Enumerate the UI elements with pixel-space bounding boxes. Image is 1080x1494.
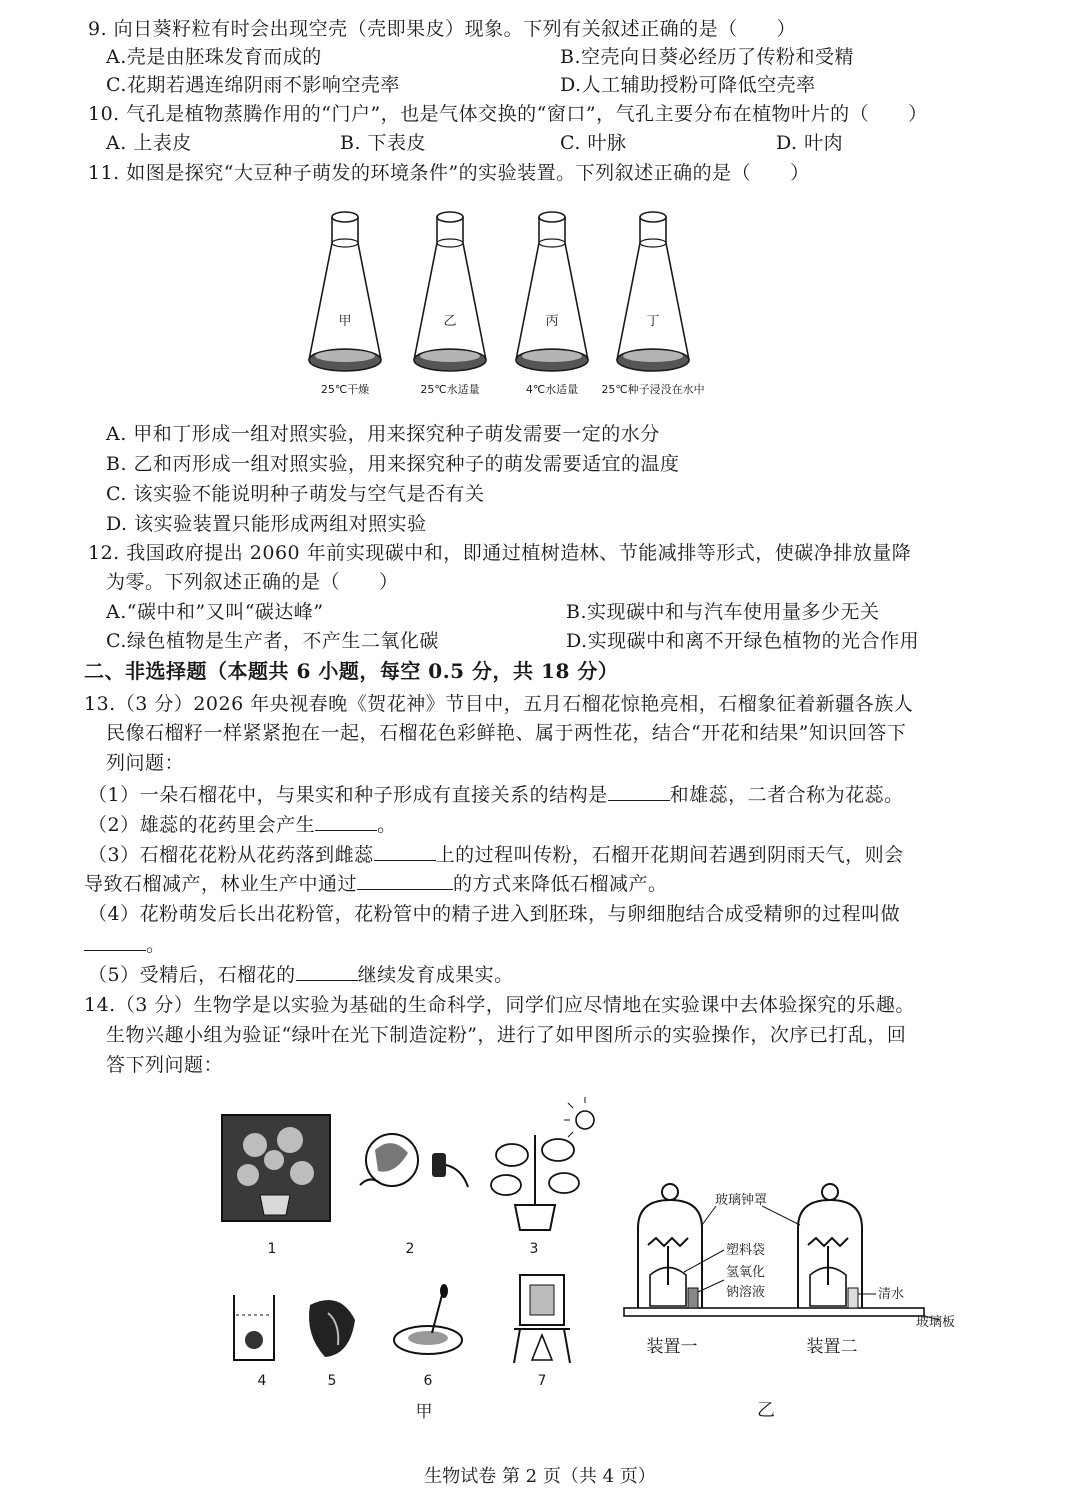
q13-part3: [88, 842, 904, 868]
flask-yi-label: 乙: [443, 314, 457, 329]
step3-number: 3: [529, 1241, 539, 1257]
flask-yi: [414, 212, 486, 396]
page-footer: 生物试卷 第 2 页（共 4 页）: [424, 1466, 656, 1487]
q13-part3-text-c: 导致石榴减产，林业生产中通过: [84, 873, 358, 895]
q13-part2: [88, 812, 397, 838]
step3-plant-in-sun-icon: [491, 1097, 594, 1230]
q13-part5-text-b: 继续发育成果实。: [357, 964, 514, 986]
q9-option-b: B.空壳向日葵必经历了传粉和受精: [560, 46, 855, 68]
q11-option-d: D. 该实验装置只能形成两组对照实验: [106, 513, 427, 535]
q13-line2: 民像石榴籽一样紧紧抱在一起，石榴花色彩鲜艳、属于两性花，结合“开花和结果”知识回答下: [106, 722, 907, 744]
flask-ding-condition: 25℃种子浸没在水中: [601, 383, 705, 396]
flask-bing-condition: 4℃水适量: [525, 383, 579, 396]
q13-part5-text-a: （5）受精后，石榴花的: [88, 964, 296, 986]
flask-jia-label: 甲: [338, 314, 352, 329]
q13-line3: 列问题：: [106, 752, 185, 774]
device-two-bell-jar: [798, 1184, 862, 1308]
q14-line1: 14.（3 分）生物学是以实验为基础的生命科学，同学们应尽情地在实验课中去体验探究的乐趣。: [84, 994, 915, 1016]
label-bell-jar: 玻璃钟罩: [715, 1193, 768, 1208]
q10-option-d: D. 叶肉: [776, 132, 844, 154]
q13-part5: [88, 962, 514, 988]
q13-part2-text-b: 。: [377, 814, 397, 836]
figure-yi: [620, 1180, 980, 1420]
device-one-bell-jar: [638, 1184, 702, 1308]
q13-part2-text-a: （2）雄蕊的花药里会产生: [88, 814, 316, 836]
q13-part4-text-b: 。: [146, 934, 166, 956]
q13-part1-text-b: 和雄蕊，二者合称为花蕊。: [669, 784, 904, 806]
seed-germination-figure: [290, 205, 750, 405]
q9-option-c: C.花期若遇连绵阴雨不影响空壳率: [106, 74, 400, 96]
q13-part4-cont: [84, 932, 166, 958]
q9-stem: 9. 向日葵籽粒有时会出现空壳（壳即果皮）现象。下列有关叙述正确的是（ ）: [88, 18, 797, 40]
step4-beaker-icon: [234, 1295, 274, 1360]
q10-option-b: B. 下表皮: [340, 132, 427, 154]
q12-option-d: D.实现碳中和离不开绿色植物的光合作用: [566, 630, 920, 652]
q13-part1-blank[interactable]: [608, 782, 670, 801]
q9-option-a: A.壳是由胚珠发育而成的: [106, 46, 322, 68]
step5-stained-leaf-icon: [309, 1300, 355, 1357]
step6-petri-dish-icon: [394, 1284, 462, 1354]
q11-option-a: A. 甲和丁形成一组对照实验，用来探究种子萌发需要一定的水分: [106, 423, 660, 445]
q14-line3: 答下列问题：: [106, 1054, 224, 1076]
q13-part3-text-d: 的方式来降低石榴减产。: [453, 873, 668, 895]
label-clear-water: 清水: [878, 1287, 905, 1302]
device-one-label: 装置一: [646, 1337, 698, 1357]
step2-leaf-cover-icon: [360, 1134, 468, 1187]
q13-part3-text-b: 上的过程叫传粉，石榴开花期间若遇到阴雨天气，则会: [435, 844, 904, 866]
bell-leader-1: [702, 1206, 716, 1225]
flask-bing: [516, 212, 588, 396]
q13-part3-text-a: （3）石榴花花粉从花药落到雌蕊: [88, 844, 374, 866]
q12-option-a: A.“碳中和”又叫“碳达峰”: [106, 601, 324, 623]
q9-option-d: D.人工辅助授粉可降低空壳率: [560, 74, 816, 96]
q11-option-c: C. 该实验不能说明种子萌发与空气是否有关: [106, 483, 485, 505]
q12-stem-line2: 为零。下列叙述正确的是（ ）: [106, 571, 399, 593]
step7-water-bath-icon: [514, 1275, 570, 1363]
label-glass-plate: 玻璃板: [916, 1315, 956, 1330]
q13-part1-text-a: （1）一朵石榴花中，与果实和种子形成有直接关系的结构是: [88, 784, 608, 806]
step2-number: 2: [405, 1241, 415, 1257]
flask-jia-condition: 25℃干燥: [320, 383, 370, 396]
flask-ding: [601, 212, 704, 396]
q13-part3-cont: [84, 871, 668, 897]
figure-jia-caption: 甲: [415, 1402, 433, 1422]
step5-number: 5: [327, 1373, 337, 1389]
q12-option-c: C.绿色植物是生产者，不产生二氧化碳: [106, 630, 439, 652]
q10-option-c: C. 叶脉: [560, 132, 627, 154]
flask-bing-label: 丙: [545, 314, 559, 329]
step4-number: 4: [257, 1373, 267, 1389]
q10-stem: 10. 气孔是植物蒸腾作用的“门户”，也是气体交换的“窗口”，气孔主要分布在植物叶片的（ ）: [88, 103, 928, 125]
device-two-label: 装置二: [806, 1337, 858, 1357]
figure-jia: [210, 1095, 590, 1425]
q10-option-a: A. 上表皮: [106, 132, 192, 154]
q14-line2: 生物兴趣小组为验证“绿叶在光下制造淀粉”，进行了如甲图所示的实验操作，次序已打乱，回: [106, 1024, 907, 1046]
label-naoh-line2: 钠溶液: [726, 1285, 766, 1300]
glass-plate-shape: [624, 1308, 924, 1316]
flask-ding-label: 丁: [646, 314, 660, 329]
q12-option-b: B.实现碳中和与汽车使用量多少无关: [566, 601, 880, 623]
bell-leader-2: [762, 1206, 800, 1225]
q11-option-b: B. 乙和丙形成一组对照实验，用来探究种子的萌发需要适宜的温度: [106, 453, 680, 475]
section-two-heading: 二、非选择题（本题共 6 小题，每空 0.5 分，共 18 分）: [84, 659, 619, 683]
q13-part2-blank[interactable]: [315, 812, 377, 831]
q11-stem: 11. 如图是探究“大豆种子萌发的环境条件”的实验装置。下列叙述正确的是（ ）: [88, 162, 810, 184]
step6-number: 6: [423, 1373, 433, 1389]
q13-line1: 13.（3 分）2026 年央视春晚《贺花神》节目中，五月石榴花惊艳亮相，石榴象征着新疆各族人: [84, 693, 914, 715]
label-plastic-bag: 塑料袋: [726, 1243, 766, 1258]
step1-number: 1: [267, 1241, 277, 1257]
flask-jia: [309, 212, 381, 396]
q13-part3-blank-1[interactable]: [374, 842, 436, 861]
q13-part1: [88, 782, 904, 808]
bag-leader: [684, 1250, 724, 1272]
q13-part4-blank[interactable]: [84, 932, 146, 951]
q13-part4: （4）花粉萌发后长出花粉管，花粉管中的精子进入到胚珠，与卵细胞结合成受精卵的过程叫做: [88, 903, 901, 925]
flask-yi-condition: 25℃水适量: [420, 383, 480, 396]
step1-dark-plant-icon: [222, 1115, 330, 1221]
step7-number: 7: [537, 1373, 547, 1389]
q12-stem-line1: 12. 我国政府提出 2060 年前实现碳中和，即通过植树造林、节能减排等形式，使碳净排放量降: [88, 542, 912, 564]
q13-part3-blank-2[interactable]: [357, 871, 453, 890]
figure-yi-caption: 乙: [757, 1400, 775, 1421]
q13-part5-blank[interactable]: [296, 962, 358, 981]
label-naoh-line1: 氢氧化: [726, 1265, 766, 1280]
